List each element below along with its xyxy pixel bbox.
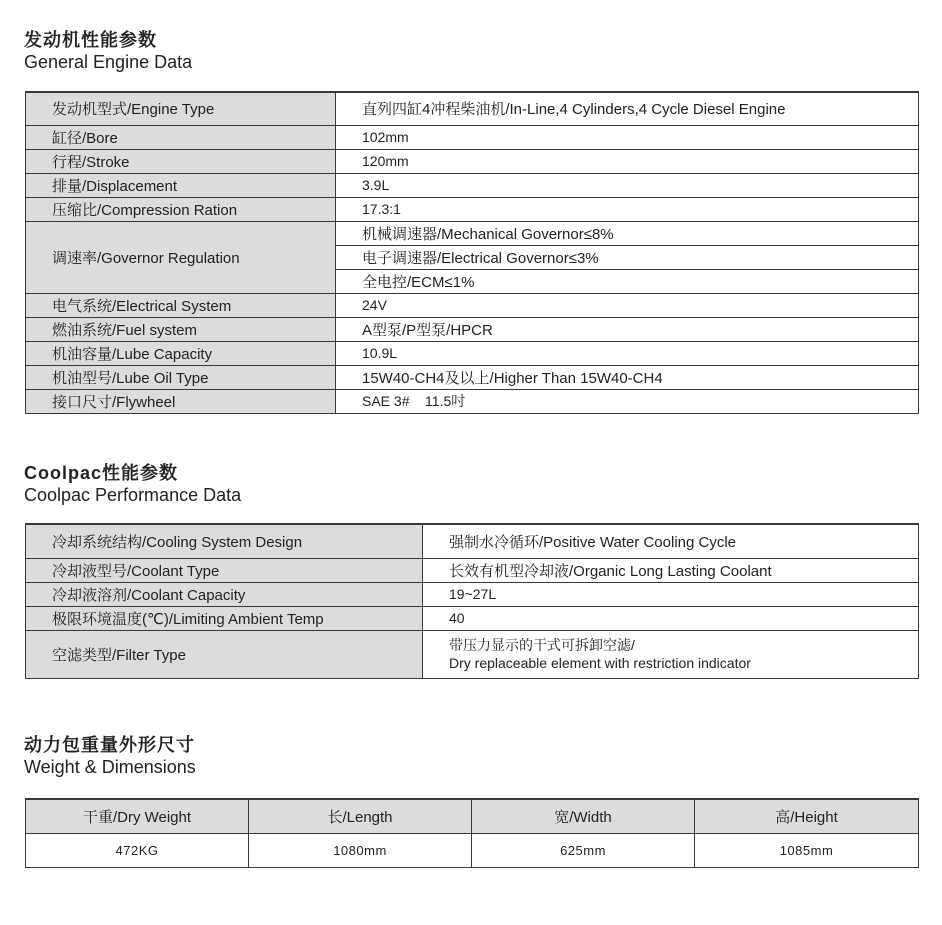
row-label: 压缩比/Compression Ration (26, 197, 336, 221)
row-value: 机械调速器/Mechanical Governor≤8% (336, 221, 919, 245)
row-value: 10.9L (336, 341, 919, 365)
table-row (26, 341, 919, 365)
row-label: 冷却液溶剂/Coolant Capacity (26, 582, 423, 606)
header-height: 高/Height (695, 799, 919, 833)
weight-dimensions-table (25, 798, 919, 868)
table-row (26, 293, 919, 317)
row-label: 调速率/Governor Regulation (26, 221, 336, 293)
row-value: 直列四缸4冲程柴油机/In-Line,4 Cylinders,4 Cycle Diesel Engine (336, 92, 919, 125)
general-title-cn: 发动机性能参数 (24, 30, 157, 50)
row-label: 接口尺寸/Flywheel (26, 389, 336, 413)
row-label: 机油容量/Lube Capacity (26, 341, 336, 365)
row-value: 24V (336, 293, 919, 317)
table-row (26, 524, 919, 558)
header-width: 宽/Width (472, 799, 695, 833)
value-length: 1080mm (249, 833, 472, 867)
row-label: 极限环境温度(℃)/Limiting Ambient Temp (26, 606, 423, 630)
general-section-title (24, 29, 192, 73)
row-value: 40 (423, 606, 919, 630)
table-row (26, 389, 919, 413)
coolpac-title-cn: Coolpac性能参数 (24, 463, 179, 483)
row-label: 机油型号/Lube Oil Type (26, 365, 336, 389)
row-value: 102mm (336, 125, 919, 149)
coolpac-table (25, 523, 919, 679)
row-value: 全电控/ECM≤1% (336, 269, 919, 293)
row-label: 空滤类型/Filter Type (26, 630, 423, 678)
row-label: 发动机型式/Engine Type (26, 92, 336, 125)
row-value: 强制水冷循环/Positive Water Cooling Cycle (423, 524, 919, 558)
row-value (423, 630, 919, 678)
row-label: 燃油系统/Fuel system (26, 317, 336, 341)
row-label: 冷却液型号/Coolant Type (26, 558, 423, 582)
row-label: 冷却系统结构/Cooling System Design (26, 524, 423, 558)
row-value: SAE 3# 11.5吋 (336, 389, 919, 413)
general-engine-table (25, 91, 919, 414)
table-row (26, 606, 919, 630)
table-row (26, 149, 919, 173)
coolpac-title-en: Coolpac Performance Data (24, 485, 242, 505)
row-label: 排量/Displacement (26, 173, 336, 197)
row-label: 电气系统/Electrical System (26, 293, 336, 317)
row-value: 17.3:1 (336, 197, 919, 221)
table-row (26, 630, 919, 678)
row-value: 长效有机型冷却液/Organic Long Lasting Coolant (423, 558, 919, 582)
filter-type-line-1: 带压力显示的干式可拆卸空滤/ (449, 637, 635, 653)
table-row (26, 365, 919, 389)
table-row (26, 197, 919, 221)
table-row (26, 582, 919, 606)
value-height: 1085mm (695, 833, 919, 867)
row-value: A型泵/P型泵/HPCR (336, 317, 919, 341)
header-dry-weight: 干重/Dry Weight (26, 799, 249, 833)
coolpac-section-title (24, 462, 241, 506)
table-row (26, 833, 919, 867)
general-title-en: General Engine Data (24, 52, 193, 72)
weight-section-title (24, 734, 196, 778)
table-row (26, 221, 919, 245)
table-row (26, 558, 919, 582)
filter-type-line-2: Dry replaceable element with restriction indicator (449, 655, 751, 671)
value-width: 625mm (472, 833, 695, 867)
row-value: 电子调速器/Electrical Governor≤3% (336, 245, 919, 269)
row-label: 缸径/Bore (26, 125, 336, 149)
row-value: 19~27L (423, 582, 919, 606)
table-row (26, 173, 919, 197)
weight-title-en: Weight & Dimensions (24, 757, 196, 777)
table-row (26, 92, 919, 125)
row-label: 行程/Stroke (26, 149, 336, 173)
row-value: 120mm (336, 149, 919, 173)
table-row (26, 125, 919, 149)
table-row (26, 317, 919, 341)
table-header-row (26, 799, 919, 833)
header-length: 长/Length (249, 799, 472, 833)
row-value: 3.9L (336, 173, 919, 197)
weight-title-cn: 动力包重量外形尺寸 (24, 735, 195, 755)
value-dry-weight: 472KG (26, 833, 249, 867)
row-value: 15W40-CH4及以上/Higher Than 15W40-CH4 (336, 365, 919, 389)
